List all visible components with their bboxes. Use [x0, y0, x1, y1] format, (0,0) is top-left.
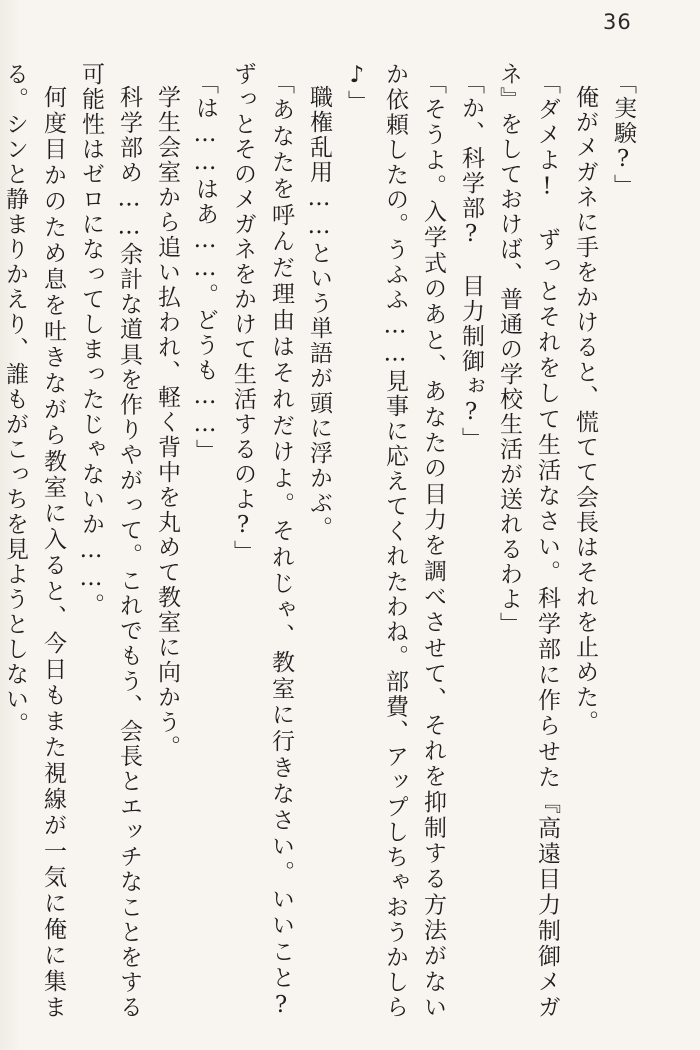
- paragraph: 職権乱用……という単語が頭に浮かぶ。: [306, 85, 332, 541]
- page-number: 36: [603, 10, 632, 34]
- paragraph: 何度目かのため息を吐きながら教室に入ると、今日もまた視線が一気に俺に集まる。シンと静まりかえり、誰もがこっちを見ようとしない。: [2, 62, 66, 1020]
- paragraph: 「か、科学部? 目力制御ぉ?」: [458, 71, 484, 453]
- paragraph: 「実験?」: [610, 71, 636, 200]
- text-body: [2, 62, 642, 1045]
- paragraph: 「ダメよ! ずっとそれをして生活なさい。科学部に作らせた『高遠目力制御メガネ』をしておけば、普通の学校生活が送れるわよ」: [496, 62, 560, 1020]
- paragraph: 科学部め……余計な道具を作りやがって。これでもう、会長とエッチなことをする可能性はゼロになってしまったじゃないか……。: [78, 62, 142, 1020]
- paragraph: 「は……はあ……。どうも……」: [192, 71, 218, 465]
- paragraph: 学生会室から追い払われ、軽く背中を丸めて教室に向かう。: [154, 85, 180, 760]
- paragraph: 俺がメガネに手をかけると、慌てて会長はそれを止めた。: [572, 85, 598, 735]
- paragraph: 「そうよ。入学式のあと、あなたの目力を調べさせて、それを抑制する方法がないか依頼したの。うふふ……見事に応えてくれたわね。部費、アップしちゃおうかしら♪」: [344, 62, 446, 1020]
- paragraph: 「あなたを呼んだ理由はそれだけよ。それじゃ、教室に行きなさい。いいこと? ずっとそのメガネをかけて生活するのよ?」: [230, 62, 294, 1045]
